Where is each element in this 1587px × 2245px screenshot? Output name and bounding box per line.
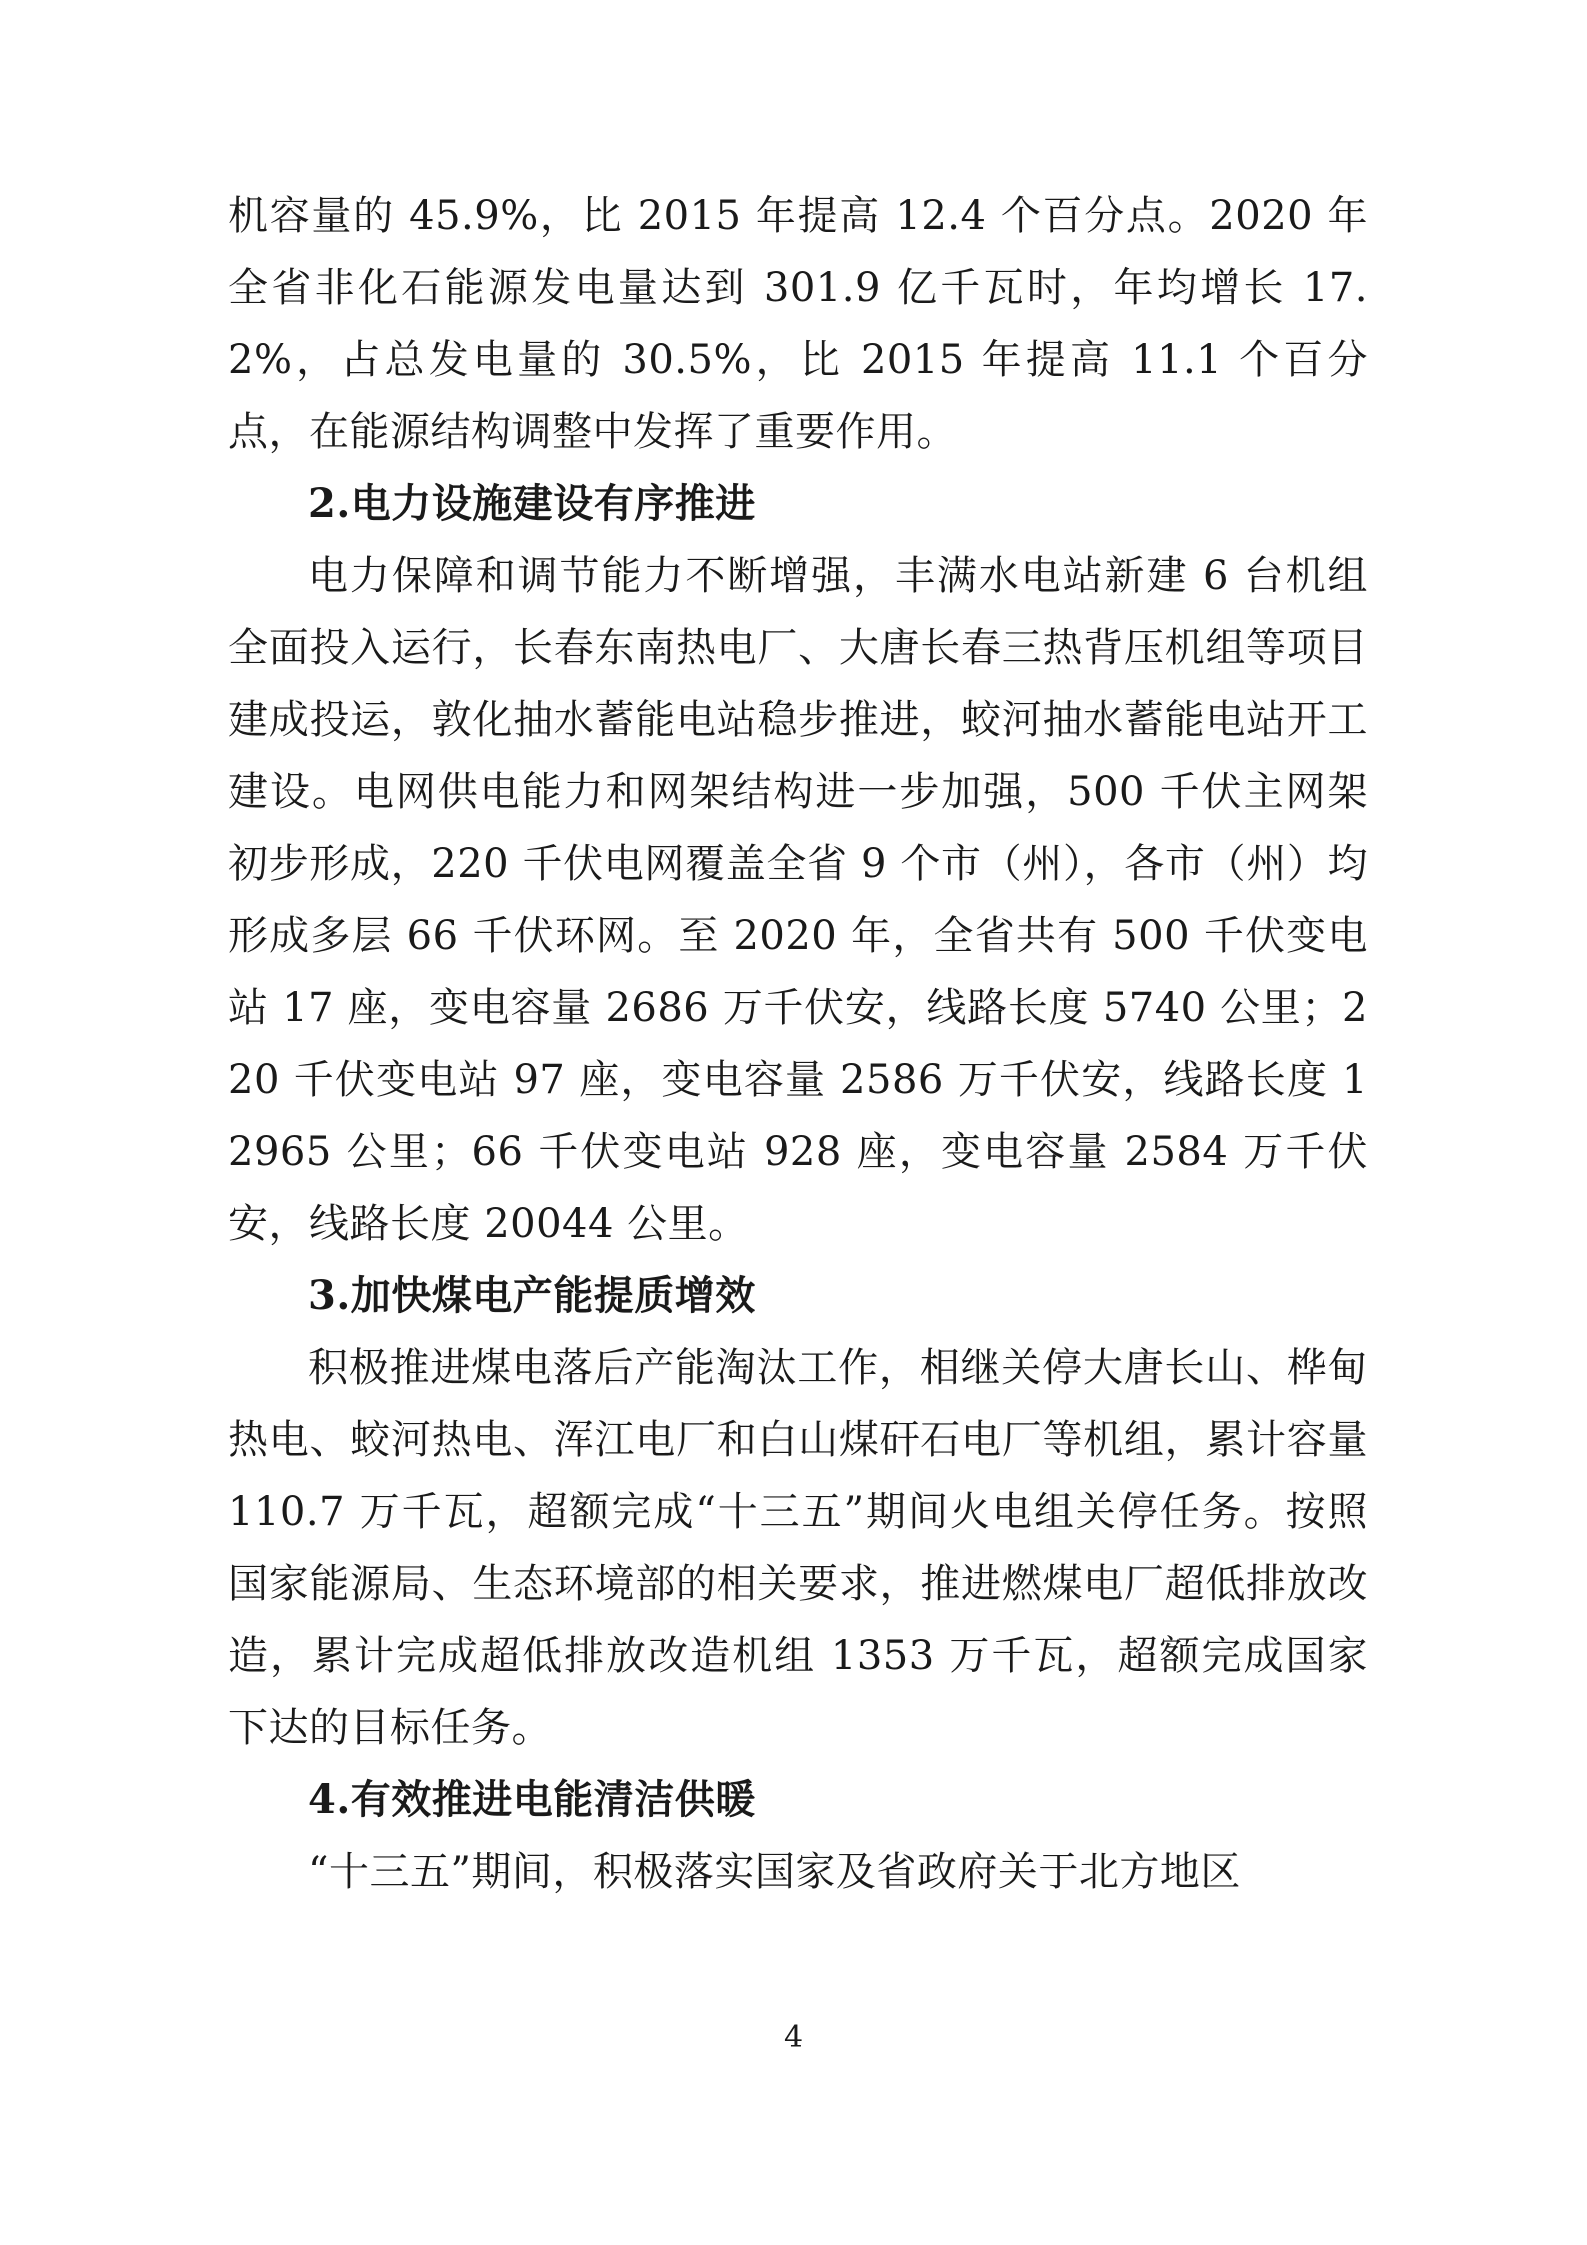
section-heading-3: [228, 1260, 1368, 1332]
body-paragraph: 电力保障和调节能力不断增强，丰满水电站新建 6 台机组全面投入运行，长春东南热电厂、大唐长春三热背压机组等项目建成投运，敦化抽水蓄能电站稳步推进，蛟河抽水蓄能电站开工建设。电网供电能力和网架结构进一步加强，500 千伏主网架初步形成，220 千伏电网覆盖全省 9 个市（州），各市（州）均形成多层 66 千伏环网。至 2020 年，全省共有 500 千伏变电站 17 座，变电容量 2686 万千伏安，线路长度 5740 公里；220 千伏变电站 97 座，变电容量 2586 万千伏安，线路长度 12965 公里；66 千伏变电站 928 座，变电容量 2584 万千伏安，线路长度 20044 公里。: [228, 553, 1368, 1247]
page-content: [228, 180, 1368, 1908]
body-paragraph: “十三五”期间，积极落实国家及省政府关于北方地区: [308, 1849, 1241, 1895]
page-number: 4: [783, 2020, 804, 2055]
heading-text: 有效推进电能清洁供暖: [350, 1777, 756, 1823]
section-heading-4: [228, 1764, 1368, 1836]
heading-number: 4.: [308, 1776, 351, 1823]
heading-text: 加快煤电产能提质增效: [350, 1273, 756, 1319]
heading-number: 3.: [308, 1272, 351, 1319]
section-heading-2: [228, 468, 1368, 540]
body-paragraph: 积极推进煤电落后产能淘汰工作，相继关停大唐长山、桦甸热电、蛟河热电、浑江电厂和白山煤矸石电厂等机组，累计容量 110.7 万千瓦，超额完成“十三五”期间火电组关停任务。按照国家能源局、生态环境部的相关要求，推进燃煤电厂超低排放改造，累计完成超低排放改造机组 1353 万千瓦，超额完成国家下达的目标任务。: [228, 1345, 1368, 1751]
body-paragraph: 机容量的 45.9%，比 2015 年提高 12.4 个百分点。2020 年全省非化石能源发电量达到 301.9 亿千瓦时，年均增长 17.2%，占总发电量的 30.5%，比 2015 年提高 11.1 个百分点，在能源结构调整中发挥了重要作用。: [228, 193, 1368, 455]
heading-text: 电力设施建设有序推进: [350, 481, 756, 527]
heading-number: 2.: [308, 480, 351, 527]
